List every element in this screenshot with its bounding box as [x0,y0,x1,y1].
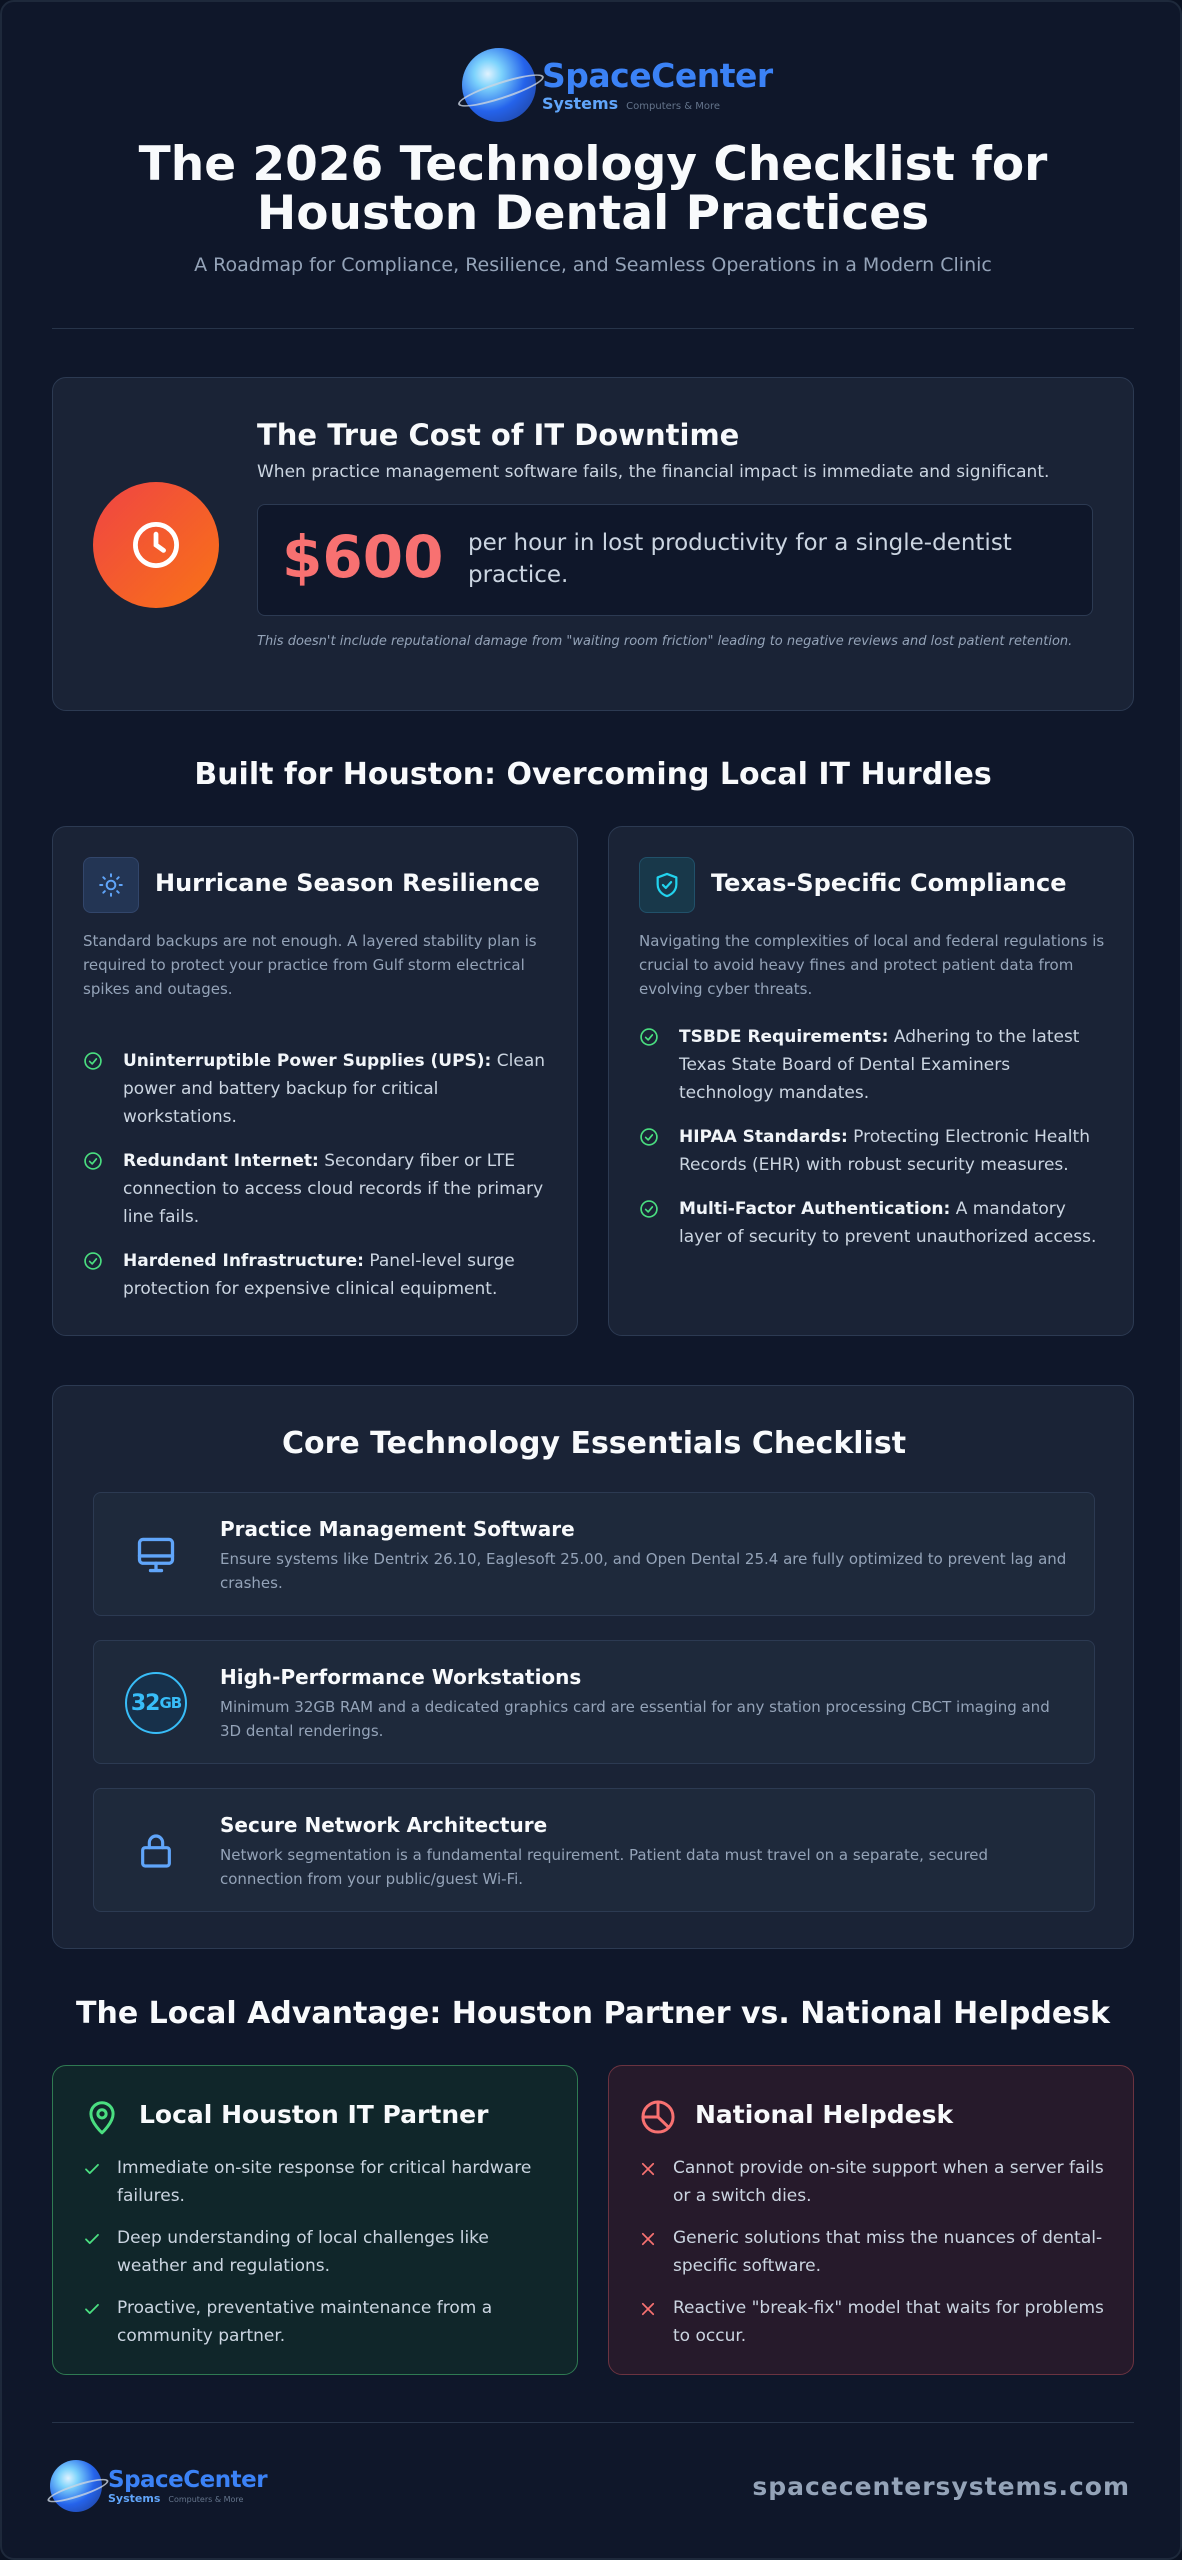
check-circle-icon [83,1051,103,1071]
local-partner-list [83,2154,563,2364]
downtime-stat-text: per hour in lost productivity for a single-dentist practice. [468,530,1012,588]
essential-title: Practice Management Software [220,1517,575,1541]
page-subtitle: A Roadmap for Compliance, Resilience, and Seamless Operations in a Modern Clinic [194,254,992,276]
list-item: Deep understanding of local challenges like weather and regulations. [83,2224,563,2280]
check-circle-icon [639,1127,659,1147]
essential-description: Ensure systems like Dentrix 26.10, Eaglesoft 25.00, and Open Dental 25.4 are fully optimized to prevent lag and crashes. [220,1550,1067,1592]
globe-logo-icon [462,48,536,122]
shield-check-icon [639,857,695,913]
logo-name: SpaceCenter [108,2466,268,2493]
header-logo [462,48,773,122]
essential-description: Minimum 32GB RAM and a dedicated graphics card are essential for any station processing CBCT imaging and 3D dental renderings. [220,1698,1050,1740]
list-item: TSBDE Requirements: Adhering to the latest Texas State Board of Dental Examiners technology mandates. [639,1023,1109,1107]
clock-icon [93,482,219,608]
lock-icon [124,1819,188,1883]
check-icon [83,2230,101,2248]
national-helpdesk-card [608,2065,1134,2375]
local-partner-title: Local Houston IT Partner [139,2100,489,2129]
logo-tagline: Computers & More [168,2494,244,2504]
hurricane-checklist [83,1047,553,1319]
list-item: Cannot provide on-site support when a server fails or a switch dies. [639,2154,1119,2210]
x-icon [639,2230,657,2248]
hurricane-card [52,826,578,1336]
comparison-section-title: The Local Advantage: Houston Partner vs. National Helpdesk [76,1996,1110,2031]
logo-name: SpaceCenter [542,55,773,95]
local-partner-card [52,2065,578,2375]
list-item: Multi-Factor Authentication: A mandatory layer of security to prevent unauthorized access. [639,1195,1109,1251]
divider [52,328,1134,329]
hurricane-title: Hurricane Season Resilience [155,869,540,897]
logo-tagline: Computers & More [626,100,721,112]
downtime-note: This doesn't include reputational damage from "waiting room friction" leading to negative reviews and lost patient retention. [257,634,1073,649]
essentials-card [52,1385,1134,1949]
divider [52,2422,1134,2423]
logo-systems: Systems [542,93,619,113]
sun-icon [83,857,139,913]
downtime-stat-value: $600 [282,523,444,591]
national-helpdesk-title: National Helpdesk [695,2100,954,2129]
downtime-title: The True Cost of IT Downtime [257,418,740,452]
x-icon [639,2300,657,2318]
footer-logo [50,2460,267,2512]
compliance-card [608,826,1134,1336]
map-pin-icon [83,2098,121,2136]
page-title: The 2026 Technology Checklist for Houston Dental Practices [138,137,1048,241]
list-item: Uninterruptible Power Supplies (UPS): Clean power and battery backup for critical workstations. [83,1047,553,1131]
compliance-title: Texas-Specific Compliance [711,869,1067,897]
footer-url-link[interactable]: spacecentersystems.com [752,2472,1130,2501]
downtime-description: When practice management software fails, the financial impact is immediate and significant. [257,462,1050,482]
compliance-description: Navigating the complexities of local and federal regulations is crucial to avoid heavy fines and protect patient data from evolving cyber threats. [639,932,1105,998]
check-icon [83,2300,101,2318]
essential-item-network [93,1788,1095,1912]
downtime-stat-box [257,504,1093,616]
essential-item-software [93,1492,1095,1616]
national-helpdesk-list [639,2154,1119,2364]
check-circle-icon [639,1199,659,1219]
x-icon [639,2160,657,2178]
check-icon [83,2160,101,2178]
list-item: Proactive, preventative maintenance from a community partner. [83,2294,563,2350]
pie-chart-icon [639,2098,677,2136]
logo-systems: Systems [108,2491,161,2505]
essential-title: Secure Network Architecture [220,1813,548,1837]
hurdles-section-title: Built for Houston: Overcoming Local IT Hurdles [194,757,992,792]
list-item: Reactive "break-fix" model that waits for problems to occur. [639,2294,1119,2350]
check-circle-icon [83,1151,103,1171]
essential-item-workstations [93,1640,1095,1764]
list-item: Redundant Internet: Secondary fiber or LTE connection to access cloud records if the primary line fails. [83,1147,553,1231]
list-item: Hardened Infrastructure: Panel-level surge protection for expensive clinical equipment. [83,1247,553,1303]
essential-title: High-Performance Workstations [220,1665,582,1689]
hurricane-description: Standard backups are not enough. A layered stability plan is required to protect your practice from Gulf storm electrical spikes and outages. [83,932,537,998]
essentials-title: Core Technology Essentials Checklist [281,1426,907,1461]
essential-description: Network segmentation is a fundamental requirement. Patient data must travel on a separate, secured connection from your public/guest Wi-Fi. [220,1846,989,1888]
list-item: Generic solutions that miss the nuances of dental-specific software. [639,2224,1119,2280]
check-circle-icon [639,1027,659,1047]
ram-badge-icon: 32 GB [124,1671,188,1735]
monitor-icon [124,1523,188,1587]
check-circle-icon [83,1251,103,1271]
list-item: HIPAA Standards: Protecting Electronic Health Records (EHR) with robust security measures. [639,1123,1109,1179]
compliance-checklist [639,1023,1109,1267]
globe-logo-icon [50,2460,102,2512]
list-item: Immediate on-site response for critical hardware failures. [83,2154,563,2210]
downtime-card [52,377,1134,711]
